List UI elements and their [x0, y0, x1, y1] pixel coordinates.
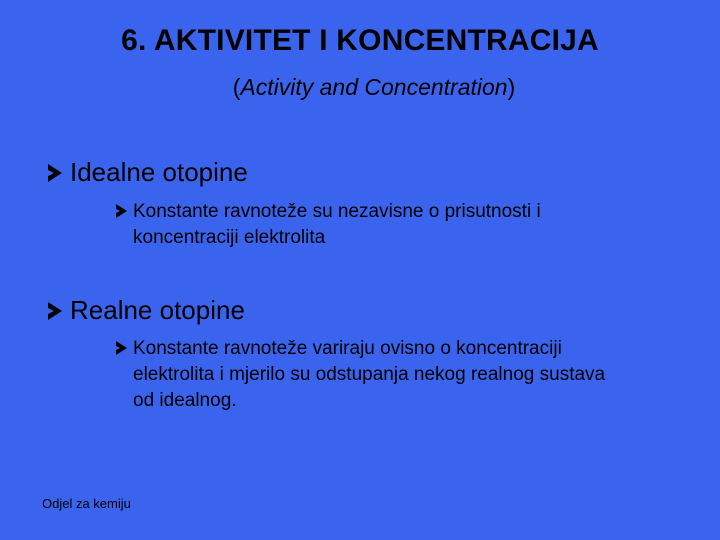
section-point-ideal — [116, 199, 716, 251]
point-line — [116, 199, 716, 225]
arrow-bullet-icon — [116, 341, 127, 355]
arrow-bullet-icon — [116, 204, 127, 218]
subtitle-close-paren: ) — [507, 74, 516, 100]
point-continuation: koncentraciji elektrolita — [133, 227, 326, 248]
section-heading-text: Realne otopine — [70, 295, 245, 325]
section-heading-ideal — [48, 157, 248, 188]
point-continuation: elektrolita i mjerilo su odstupanja nekog realnog sustava — [133, 364, 606, 385]
point-text: Konstante ravnoteže variraju ovisno o koncentraciji — [133, 338, 562, 359]
slide-title: 6. AKTIVITET I KONCENTRACIJA — [121, 24, 599, 57]
section-point-real — [116, 336, 716, 414]
footer-text: Odjel za kemiju — [42, 496, 131, 511]
slide-subtitle — [0, 74, 720, 101]
section-heading-real — [48, 295, 245, 326]
arrow-bullet-icon — [48, 164, 62, 182]
subtitle-text: Activity and Concentration — [240, 74, 508, 100]
section-heading-text: Idealne otopine — [70, 157, 248, 187]
point-continuation: od idealnog. — [133, 390, 237, 411]
point-text: Konstante ravnoteže su nezavisne o prisutnosti i — [133, 201, 541, 222]
point-line — [116, 336, 716, 362]
arrow-bullet-icon — [48, 302, 62, 320]
subtitle-open-paren: ( — [232, 74, 241, 100]
